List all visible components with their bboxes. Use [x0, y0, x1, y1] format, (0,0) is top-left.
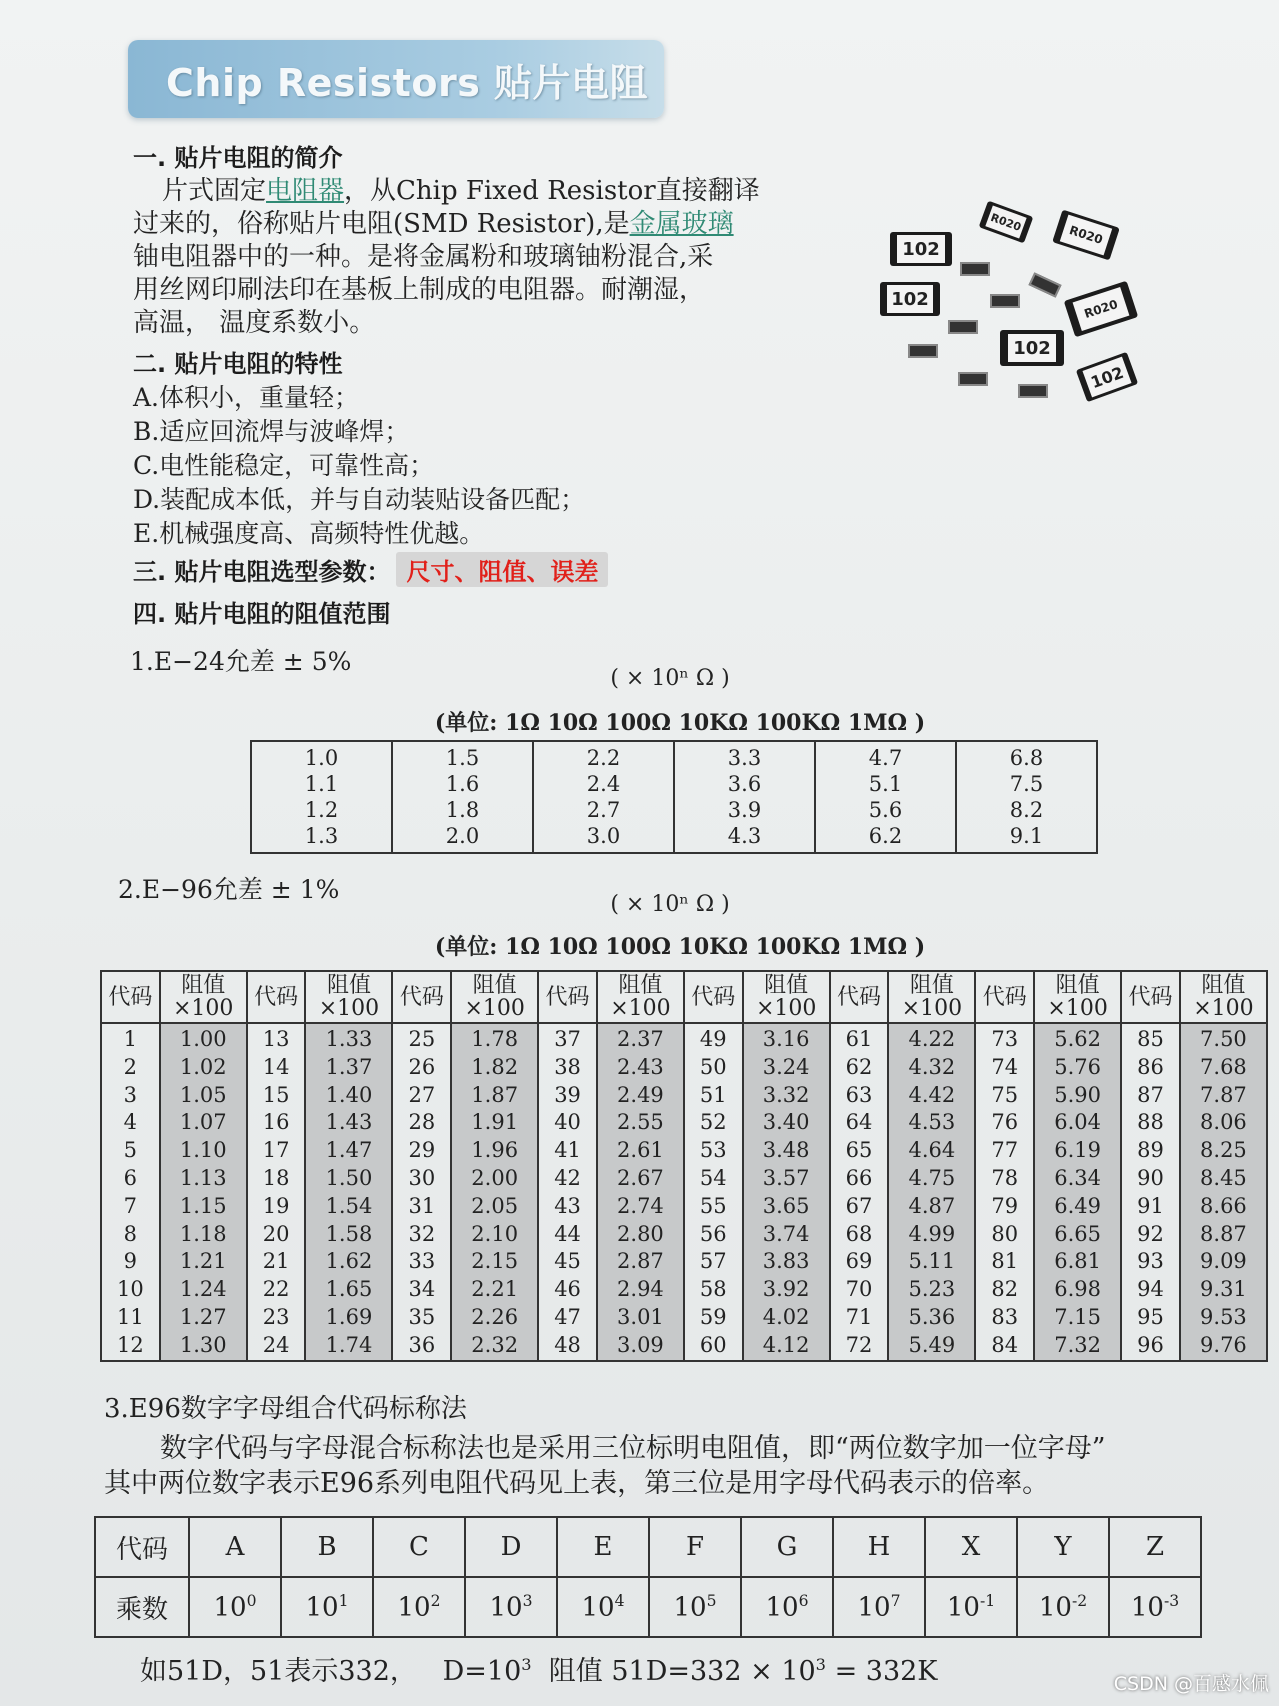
- e24-multiplier: ( × 10ⁿ Ω ): [610, 666, 730, 691]
- feature-item: C.电性能稳定，可靠性高；: [133, 451, 435, 480]
- letter-code-cell: X: [925, 1517, 1017, 1577]
- e96-code-column: 85 86 87 88 89 90 91 92 93 94 95 96: [1121, 1023, 1180, 1361]
- e96-value-header: 阻值 ×100: [305, 971, 392, 1023]
- chip-resistor-icon: R020: [979, 201, 1034, 244]
- e96-value-header: 阻值 ×100: [1034, 971, 1121, 1023]
- mini-chip-icon: [960, 262, 990, 276]
- section-1-line-5: 高温， 温度系数小。: [133, 308, 376, 338]
- letter-code-cell: Y: [1017, 1517, 1109, 1577]
- chip-resistor-icon: R020: [1052, 210, 1120, 261]
- feature-item: B.适应回流焊与波峰焊；: [133, 417, 410, 446]
- multiplier-cell: $10^3$: [465, 1577, 557, 1637]
- letter-code-cell: G: [741, 1517, 833, 1577]
- section-1-heading: 一. 贴片电阻的简介: [133, 144, 343, 172]
- letter-code-cell: F: [649, 1517, 741, 1577]
- e96-code-column: 1 2 3 4 5 6 7 8 9 10 11 12: [101, 1023, 160, 1361]
- code-label: 代码: [95, 1517, 189, 1577]
- e96-value-header: 阻值 ×100: [160, 971, 247, 1023]
- letter-code-cell: Z: [1109, 1517, 1201, 1577]
- e96-code-header: 代码: [101, 971, 160, 1023]
- e96-code-header: 代码: [1121, 971, 1180, 1023]
- section-1-line-2: 过来的，俗称贴片电阻(SMD Resistor),是金属玻璃: [133, 209, 734, 239]
- e24-cell: 2.2 2.4 2.7 3.0: [533, 741, 674, 853]
- multiplier-cell: $10^{-2}$: [1017, 1577, 1109, 1637]
- e24-cell: 4.7 5.1 5.6 6.2: [815, 741, 956, 853]
- e96-value-header: 阻值 ×100: [451, 971, 538, 1023]
- e96-value-header: 阻值 ×100: [888, 971, 975, 1023]
- e24-table: [250, 740, 1098, 854]
- e96-code-header: 代码: [975, 971, 1034, 1023]
- e96-code-column: 61 62 63 64 65 66 67 68 69 70 71 72: [830, 1023, 889, 1361]
- feature-item: A.体积小，重量轻；: [133, 383, 360, 412]
- e96-multiplier: ( × 10ⁿ Ω ): [610, 892, 730, 917]
- e96-code-column: 49 50 51 52 53 54 55 56 57 58 59 60: [684, 1023, 743, 1361]
- feature-item: D.装配成本低，并与自动装贴设备匹配；: [133, 485, 586, 514]
- multiplier-cell: $10^7$: [833, 1577, 925, 1637]
- e96-code-column: 13 14 15 16 17 18 19 20 21 22 23 24: [247, 1023, 306, 1361]
- chip-resistor-icon: 102: [890, 232, 952, 266]
- feature-item: E.机械强度高、高频特性优越。: [133, 519, 485, 548]
- chip-resistor-icon: 102: [1076, 352, 1138, 402]
- mini-chip-icon: [948, 320, 978, 334]
- section-1-line-1: 片式固定电阻器，从Chip Fixed Resistor直接翻译: [162, 176, 760, 206]
- section-4-heading: 四. 贴片电阻的阻值范围: [133, 600, 391, 628]
- metal-glass-link[interactable]: 金属玻璃: [629, 209, 734, 239]
- multiplier-cell: $10^6$: [741, 1577, 833, 1637]
- example-line: 如51D，51表示332， $D=10^3$ 阻值 $51D=332 \times 10^3 = 332K$: [140, 1655, 938, 1687]
- letter-code-cell: A: [189, 1517, 281, 1577]
- e96-value-header: 阻值 ×100: [597, 971, 684, 1023]
- letter-code-cell: B: [281, 1517, 373, 1577]
- mini-chip-icon: [990, 294, 1020, 308]
- e96-code-header: 代码: [392, 971, 451, 1023]
- e24-unit-note: (单位: 1Ω 10Ω 100Ω 10KΩ 100KΩ 1MΩ ): [434, 710, 926, 736]
- watermark: CSDN @百感水佩: [1113, 1673, 1269, 1695]
- e96-value-header: 阻值 ×100: [1180, 971, 1267, 1023]
- e96-code-column: 25 26 27 28 29 30 31 32 33 34 35 36: [392, 1023, 451, 1361]
- chip-resistor-icon: 102: [1000, 330, 1064, 366]
- e96-value-column: 4.22 4.32 4.42 4.53 4.64 4.75 4.87 4.99 5.11 5.23 5.36 5.49: [888, 1023, 975, 1361]
- multiplier-cell: $10^{-3}$: [1109, 1577, 1201, 1637]
- e96-code-header: 代码: [684, 971, 743, 1023]
- e96-value-column: 1.78 1.82 1.87 1.91 1.96 2.00 2.05 2.10 2.15 2.21 2.26 2.32: [451, 1023, 538, 1361]
- e96-value-column: 2.37 2.43 2.49 2.55 2.61 2.67 2.74 2.80 2.87 2.94 3.01 3.09: [597, 1023, 684, 1361]
- resistor-link[interactable]: 电阻器: [266, 176, 345, 206]
- e96-code-column: 37 38 39 40 41 42 43 44 45 46 47 48: [538, 1023, 597, 1361]
- e24-cell: 6.8 7.5 8.2 9.1: [956, 741, 1097, 853]
- e96-value-column: 7.50 7.68 7.87 8.06 8.25 8.45 8.66 8.87 9.09 9.31 9.53 9.76: [1180, 1023, 1267, 1361]
- e96-unit-note: (单位: 1Ω 10Ω 100Ω 10KΩ 100KΩ 1MΩ ): [434, 934, 926, 960]
- e24-cell: 1.5 1.6 1.8 2.0: [392, 741, 533, 853]
- e96-value-column: 1.00 1.02 1.05 1.07 1.10 1.13 1.15 1.18 1.21 1.24 1.27 1.30: [160, 1023, 247, 1361]
- e24-cell: 1.0 1.1 1.2 1.3: [251, 741, 392, 853]
- page-title: Chip Resistors 贴片电阻: [166, 61, 649, 105]
- multiplier-cell: $10^2$: [373, 1577, 465, 1637]
- e96-value-column: 5.62 5.76 5.90 6.04 6.19 6.34 6.49 6.65 6.81 6.98 7.15 7.32: [1034, 1023, 1121, 1361]
- letter-code-cell: H: [833, 1517, 925, 1577]
- chip-resistor-icon: 102: [880, 282, 940, 316]
- multiplier-cell: $10^5$: [649, 1577, 741, 1637]
- multiplier-label: 乘数: [95, 1577, 189, 1637]
- mini-chip-icon: [1018, 384, 1048, 398]
- multiplier-cell: $10^4$: [557, 1577, 649, 1637]
- e24-cell: 3.3 3.6 3.9 4.3: [674, 741, 815, 853]
- letter-code-cell: C: [373, 1517, 465, 1577]
- mini-chip-icon: [958, 372, 988, 386]
- e96-code-header: 代码: [538, 971, 597, 1023]
- multiplier-table: [94, 1516, 1202, 1638]
- e24-title: 1.E−24允差 ± 5%: [130, 647, 352, 676]
- section-1-line-4: 用丝网印刷法印在基板上制成的电阻器。耐潮湿，: [133, 275, 706, 305]
- section-2-heading: 二. 贴片电阻的特性: [133, 350, 343, 378]
- e96-title: 2.E−96允差 ± 1%: [118, 875, 340, 904]
- e96-value-column: 1.33 1.37 1.40 1.43 1.47 1.50 1.54 1.58 1.62 1.65 1.69 1.74: [305, 1023, 392, 1361]
- selection-params-highlight: 尺寸、阻值、误差: [396, 552, 608, 587]
- mini-chip-icon: [908, 344, 938, 358]
- multiplier-cell: $10^{-1}$: [925, 1577, 1017, 1637]
- e96-table: [100, 970, 1268, 1362]
- e96-code-header: 代码: [247, 971, 306, 1023]
- letter-code-cell: E: [557, 1517, 649, 1577]
- chip-resistor-icon: R020: [1064, 281, 1139, 338]
- e96-code-line-1: 数字代码与字母混合标称法也是采用三位标明电阻值，即“两位数字加一位字母”: [160, 1433, 1106, 1464]
- e96-code-line-2: 其中两位数字表示E96系列电阻代码见上表，第三位是用字母代码表示的倍率。: [104, 1468, 1050, 1499]
- section-3-heading: 三. 贴片电阻选型参数： 尺寸、阻值、误差: [133, 552, 608, 587]
- multiplier-cell: $10^1$: [281, 1577, 373, 1637]
- multiplier-cell: $10^0$: [189, 1577, 281, 1637]
- e96-code-header: 代码: [830, 971, 889, 1023]
- e96-code-column: 73 74 75 76 77 78 79 80 81 82 83 84: [975, 1023, 1034, 1361]
- section-1-line-3: 铀电阻器中的一种。是将金属粉和玻璃铀粉混合,采: [133, 242, 714, 272]
- e96-code-title: 3.E96数字字母组合代码标称法: [104, 1394, 467, 1424]
- e96-value-header: 阻值 ×100: [743, 971, 830, 1023]
- letter-code-cell: D: [465, 1517, 557, 1577]
- e96-value-column: 3.16 3.24 3.32 3.40 3.48 3.57 3.65 3.74 3.83 3.92 4.02 4.12: [743, 1023, 830, 1361]
